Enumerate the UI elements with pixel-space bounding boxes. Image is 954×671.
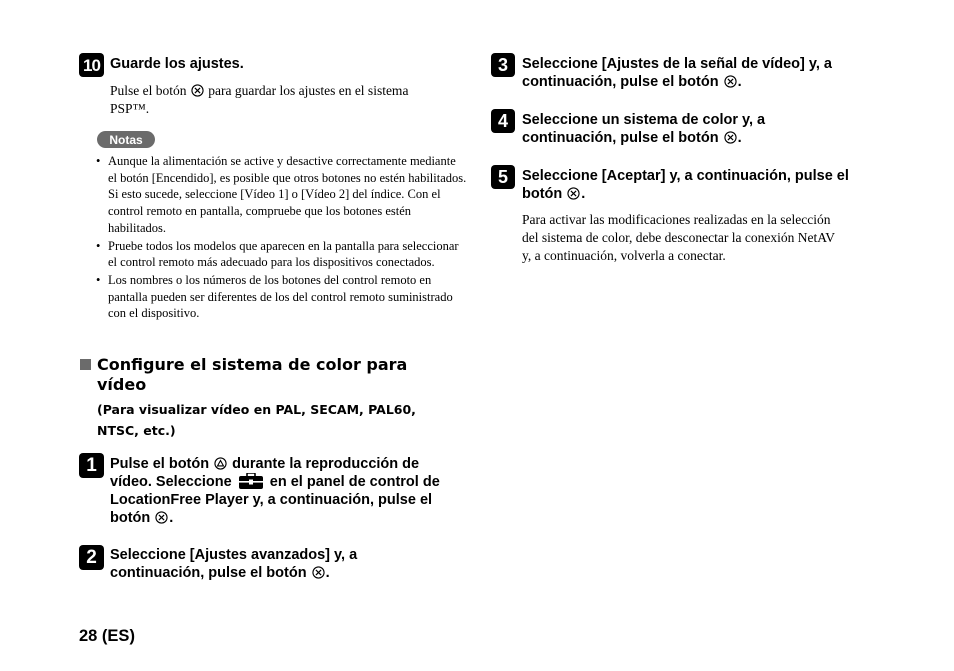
- note-item: • Los nombres o los números de los botones del control remoto en pantalla pueden ser diferentes de los del control remoto suministrado con el dispositivo.: [95, 272, 467, 322]
- cross-button-icon: [724, 75, 737, 88]
- cross-button-icon: [724, 131, 737, 144]
- note-item: • Aunque la alimentación se active y desactive correctamente mediante el botón [Encendido], es posible que otros botones no estén habilitados. Si esto sucede, seleccione [Vídeo 1] o [Vídeo 2] del índice. Con el control remoto en pantalla, compruebe que los botones estén habilitados.: [95, 153, 467, 237]
- cross-button-icon: [191, 84, 204, 97]
- cross-button-icon: [567, 187, 580, 200]
- step-10-title: Guarde los ajustes.: [110, 56, 244, 72]
- triangle-button-icon: [214, 457, 227, 470]
- step-number-10: 10: [79, 53, 104, 77]
- step-5-body: Para activar las modificaciones realizadas en la selección del sistema de color, debe desconectar la conexión NetAV y, a continuación, volverla a conectar.: [522, 212, 835, 263]
- step-4-text: Seleccione un sistema de color y, a continuación, pulse el botón .: [522, 112, 766, 146]
- page-number: 28 (ES): [79, 627, 135, 645]
- step-number-5: 5: [491, 165, 515, 189]
- step-number-4: 4: [491, 109, 515, 133]
- section-title: Configure el sistema de color para vídeo: [97, 355, 408, 394]
- section-marker-icon: [80, 359, 91, 370]
- cross-button-icon: [312, 566, 325, 579]
- step-10-body: Pulse el botón para guardar los ajustes en el sistema PSP™.: [110, 83, 409, 116]
- notes-label: Notas: [97, 131, 155, 148]
- toolbox-icon: [238, 473, 264, 489]
- step-number-3: 3: [491, 53, 515, 77]
- step-3-text: Seleccione [Ajustes de la señal de vídeo] y, a continuación, pulse el botón .: [522, 56, 832, 90]
- step-5-text: Seleccione [Aceptar] y, a continuación, pulse el botón .: [522, 168, 849, 202]
- cross-button-icon: [155, 511, 168, 524]
- step-1-text: Pulse el botón durante la reproducción de vídeo. Seleccione en el panel de control de LocationFree Player y, a continuación, pulse el botón .: [110, 456, 440, 526]
- notes-list: [95, 153, 467, 323]
- section-subtitle: (Para visualizar vídeo en PAL, SECAM, PAL60, NTSC, etc.): [97, 402, 416, 438]
- step-number-2: 2: [79, 545, 104, 570]
- note-item: • Pruebe todos los modelos que aparecen en la pantalla para seleccionar el control remoto más adecuado para los dispositivos conectados.: [95, 238, 467, 271]
- step-2-text: Seleccione [Ajustes avanzados] y, a continuación, pulse el botón .: [110, 547, 358, 581]
- step-number-1: 1: [79, 453, 104, 478]
